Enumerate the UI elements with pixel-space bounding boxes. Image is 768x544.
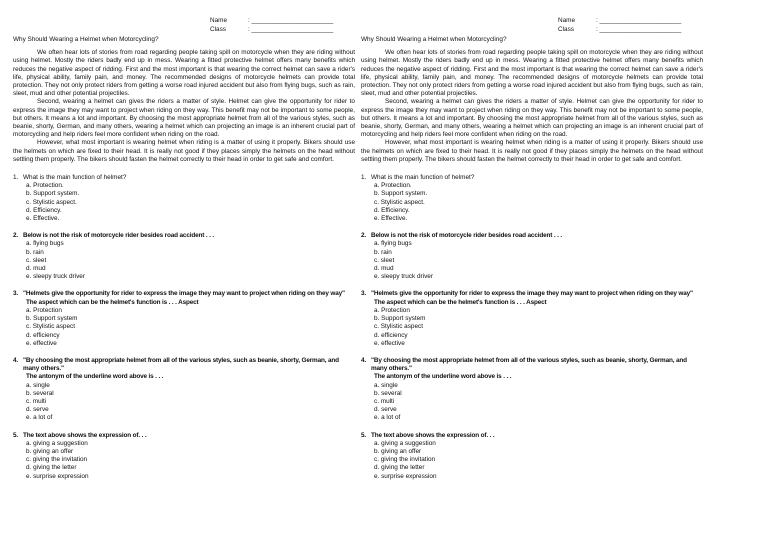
class-row (210, 26, 333, 34)
question (361, 357, 703, 423)
answer-options (361, 382, 703, 423)
passage (13, 49, 355, 164)
answer-option: e. a lot of (26, 414, 53, 422)
answer-option: c. giving the invitation (26, 456, 88, 464)
question-number: 4. (361, 356, 367, 364)
answer-option: d. giving the letter (26, 464, 77, 472)
name-blank: : _______________________ (248, 17, 334, 24)
question (13, 232, 355, 281)
question-stem: The aspect which can be the helmet's function is . . . Aspect (26, 298, 199, 306)
answer-options (13, 440, 355, 481)
answer-option: a. Protection (374, 306, 410, 314)
question-number: 2. (13, 232, 19, 240)
question-list (361, 174, 703, 481)
answer-option: e. surprise expression (26, 472, 89, 480)
answer-option: e. sleepy truck driver (26, 273, 85, 281)
answer-option: e. effective (26, 339, 57, 347)
name-row (210, 17, 333, 25)
answer-option: d. Efficiency. (26, 206, 62, 214)
answer-option: a. giving a suggestion (26, 439, 88, 447)
answer-option: b. several (26, 389, 54, 397)
name-blank: : _______________________ (596, 17, 682, 24)
answer-option: e. a lot of (374, 414, 401, 422)
answer-option: a. single (26, 381, 50, 389)
answer-option: a. flying bugs (374, 240, 412, 248)
question-list (13, 174, 355, 481)
question-text: What is the main function of helmet? (371, 174, 475, 182)
answer-option: d. efficiency (26, 331, 60, 339)
question-number: 5. (13, 431, 19, 439)
class-row (558, 26, 681, 34)
name-label: Name (558, 17, 576, 24)
passage-paragraph: Second, wearing a helmet can gives the riders a matter of style. Helmet can give the opportunity for rider to express the image they may want to project when riding on they way. This benefit may not be important to some people, but others. It means a lot and important. By choosing the most appropriate helmet from all of the various styles, such as beanie, shorty, German, and many others, wearing a helmet which can projecting an image is an inherent crucial part of motorcycling and help riders feel more confident when riding on the road. (13, 98, 355, 139)
answer-option: a. flying bugs (26, 240, 64, 248)
answer-option: d. efficiency (374, 331, 408, 339)
question (13, 174, 355, 223)
passage-title: Why Should Wearing a Helmet when Motorcycling? (361, 36, 507, 43)
question-text: "Helmets give the opportunity for rider to express the image they may want to project when riding on they way" (371, 290, 693, 298)
answer-option: d. mud (26, 265, 46, 273)
answer-option: c. Stylistic aspect (26, 323, 76, 331)
passage-paragraph: However, what most important is wearing helmet when riding is a matter of using it properly. Bikers should use the helmets on which are fixed to their head. It is really not good if they places simply the helmets on the head without settling them properly. The bikers should fasten the helmet correctly to their head in order to get safe and comfort. (13, 139, 355, 163)
question (361, 290, 703, 347)
answer-option: b. Support system (374, 315, 426, 323)
answer-option: b. rain (374, 248, 392, 256)
answer-option: b. several (374, 389, 402, 397)
student-info-header (13, 17, 355, 36)
student-info-header (361, 17, 703, 36)
class-label: Class (558, 26, 574, 33)
passage-paragraph: Second, wearing a helmet can gives the riders a matter of style. Helmet can give the opportunity for rider to express the image they may want to project when riding on they way. This benefit may not be important to some people, but others. It means a lot and important. By choosing the most appropriate helmet from all of the various styles, such as beanie, shorty, German, and many others, wearing a helmet which can projecting an image is an inherent crucial part of motorcycling and help riders feel more confident when riding on the road. (361, 98, 703, 139)
answer-option: c. Stylistic aspect (374, 323, 424, 331)
worksheet-copy-right (361, 17, 703, 490)
question-text: "Helmets give the opportunity for rider to express the image they may want to project when riding on they way" (23, 290, 345, 298)
answer-option: c. multi (374, 397, 395, 405)
question-stem: The aspect which can be the helmet's function is . . . Aspect (374, 298, 547, 306)
answer-options (361, 307, 703, 348)
passage-paragraph: We often hear lots of stories from road regarding people taking spill on motorcycle when they are riding without using helmet. Mostly the riders badly end up in mess. Wearing a fitted protective helmet offers many benefits which reduces the negative aspect of ridding. First and the most important is that wearing the correct helmet can save a rider's life, physical ability, family pain, and money. The recommended designs of motorcycle helmets can provide total protection. They not only protect riders from getting a worse road injured accident but also from flying bugs, such as rain, sleet, mud and other potential projectiles. (13, 49, 355, 98)
answer-option: a. giving a suggestion (374, 439, 436, 447)
question-text: "By choosing the most appropriate helmet from all of the various styles, such as beanie, shorty, German, and many others." (23, 356, 339, 373)
answer-option: c. sleet (26, 256, 47, 264)
answer-option: d. giving the letter (374, 464, 425, 472)
class-label: Class (210, 26, 226, 33)
question-text: "By choosing the most appropriate helmet from all of the various styles, such as beanie, shorty, German, and many others." (371, 356, 687, 373)
question-number: 3. (361, 290, 367, 298)
question-number: 2. (361, 232, 367, 240)
answer-option: c. Stylistic aspect. (374, 198, 425, 206)
class-blank: : _______________________ (248, 26, 334, 33)
question (13, 290, 355, 347)
question-stem: The antonym of the underline word above is . . . (374, 373, 512, 381)
answer-option: b. Support system. (374, 190, 428, 198)
question-number: 1. (361, 174, 367, 182)
answer-option: e. Effective. (374, 215, 408, 223)
answer-option: b. rain (26, 248, 44, 256)
answer-option: b. Support system. (26, 190, 80, 198)
passage-paragraph: However, what most important is wearing helmet when riding is a matter of using it properly. Bikers should use the helmets on which are fixed to their head. It is really not good if they places simply the helmets on the head without settling them properly. The bikers should fasten the helmet correctly to their head in order to get safe and comfort. (361, 139, 703, 163)
question-text: The text above shows the expression of. . . (23, 431, 147, 439)
question-stem: The antonym of the underline word above is . . . (26, 373, 164, 381)
answer-option: c. sleet (374, 256, 395, 264)
question (361, 174, 703, 223)
passage (361, 49, 703, 164)
answer-options (13, 182, 355, 223)
answer-options (361, 240, 703, 281)
question-text: Below is not the risk of motorcycle rider besides road accident . . . (23, 232, 215, 240)
answer-option: c. giving the invitation (374, 456, 436, 464)
question-text: Below is not the risk of motorcycle rider besides road accident . . . (371, 232, 563, 240)
question-number: 4. (13, 356, 19, 364)
name-label: Name (210, 17, 228, 24)
answer-option: e. Effective. (26, 215, 60, 223)
answer-option: b. giving an offer (26, 447, 74, 455)
answer-option: a. Protection. (26, 182, 64, 190)
passage-title: Why Should Wearing a Helmet when Motorcycling? (13, 36, 159, 43)
question (13, 357, 355, 423)
question-number: 5. (361, 431, 367, 439)
answer-options (361, 440, 703, 481)
answer-option: b. Support system (26, 315, 78, 323)
answer-options (361, 182, 703, 223)
answer-option: b. giving an offer (374, 447, 422, 455)
answer-options (13, 240, 355, 281)
answer-option: d. serve (26, 406, 49, 414)
question-number: 1. (13, 174, 19, 182)
answer-option: e. sleepy truck driver (374, 273, 433, 281)
answer-option: a. Protection. (374, 182, 412, 190)
question (361, 432, 703, 481)
question (13, 432, 355, 481)
answer-option: c. multi (26, 397, 47, 405)
answer-option: c. Stylistic aspect. (26, 198, 77, 206)
question-text: The text above shows the expression of. . . (371, 431, 495, 439)
answer-options (13, 382, 355, 423)
answer-option: e. effective (374, 339, 405, 347)
answer-option: d. Efficiency. (374, 206, 410, 214)
question-text: What is the main function of helmet? (23, 174, 127, 182)
answer-options (13, 307, 355, 348)
answer-option: e. surprise expression (374, 472, 437, 480)
answer-option: d. serve (374, 406, 397, 414)
answer-option: a. Protection (26, 306, 62, 314)
class-blank: : _______________________ (596, 26, 682, 33)
question (361, 232, 703, 281)
answer-option: d. mud (374, 265, 394, 273)
name-row (558, 17, 681, 25)
worksheet-copy-left (13, 17, 355, 490)
passage-paragraph: We often hear lots of stories from road regarding people taking spill on motorcycle when they are riding without using helmet. Mostly the riders badly end up in mess. Wearing a fitted protective helmet offers many benefits which reduces the negative aspect of ridding. First and the most important is that wearing the correct helmet can save a rider's life, physical ability, family pain, and money. The recommended designs of motorcycle helmets can provide total protection. They not only protect riders from getting a worse road injured accident but also from flying bugs, such as rain, sleet, mud and other potential projectiles. (361, 49, 703, 98)
answer-option: a. single (374, 381, 398, 389)
question-number: 3. (13, 290, 19, 298)
